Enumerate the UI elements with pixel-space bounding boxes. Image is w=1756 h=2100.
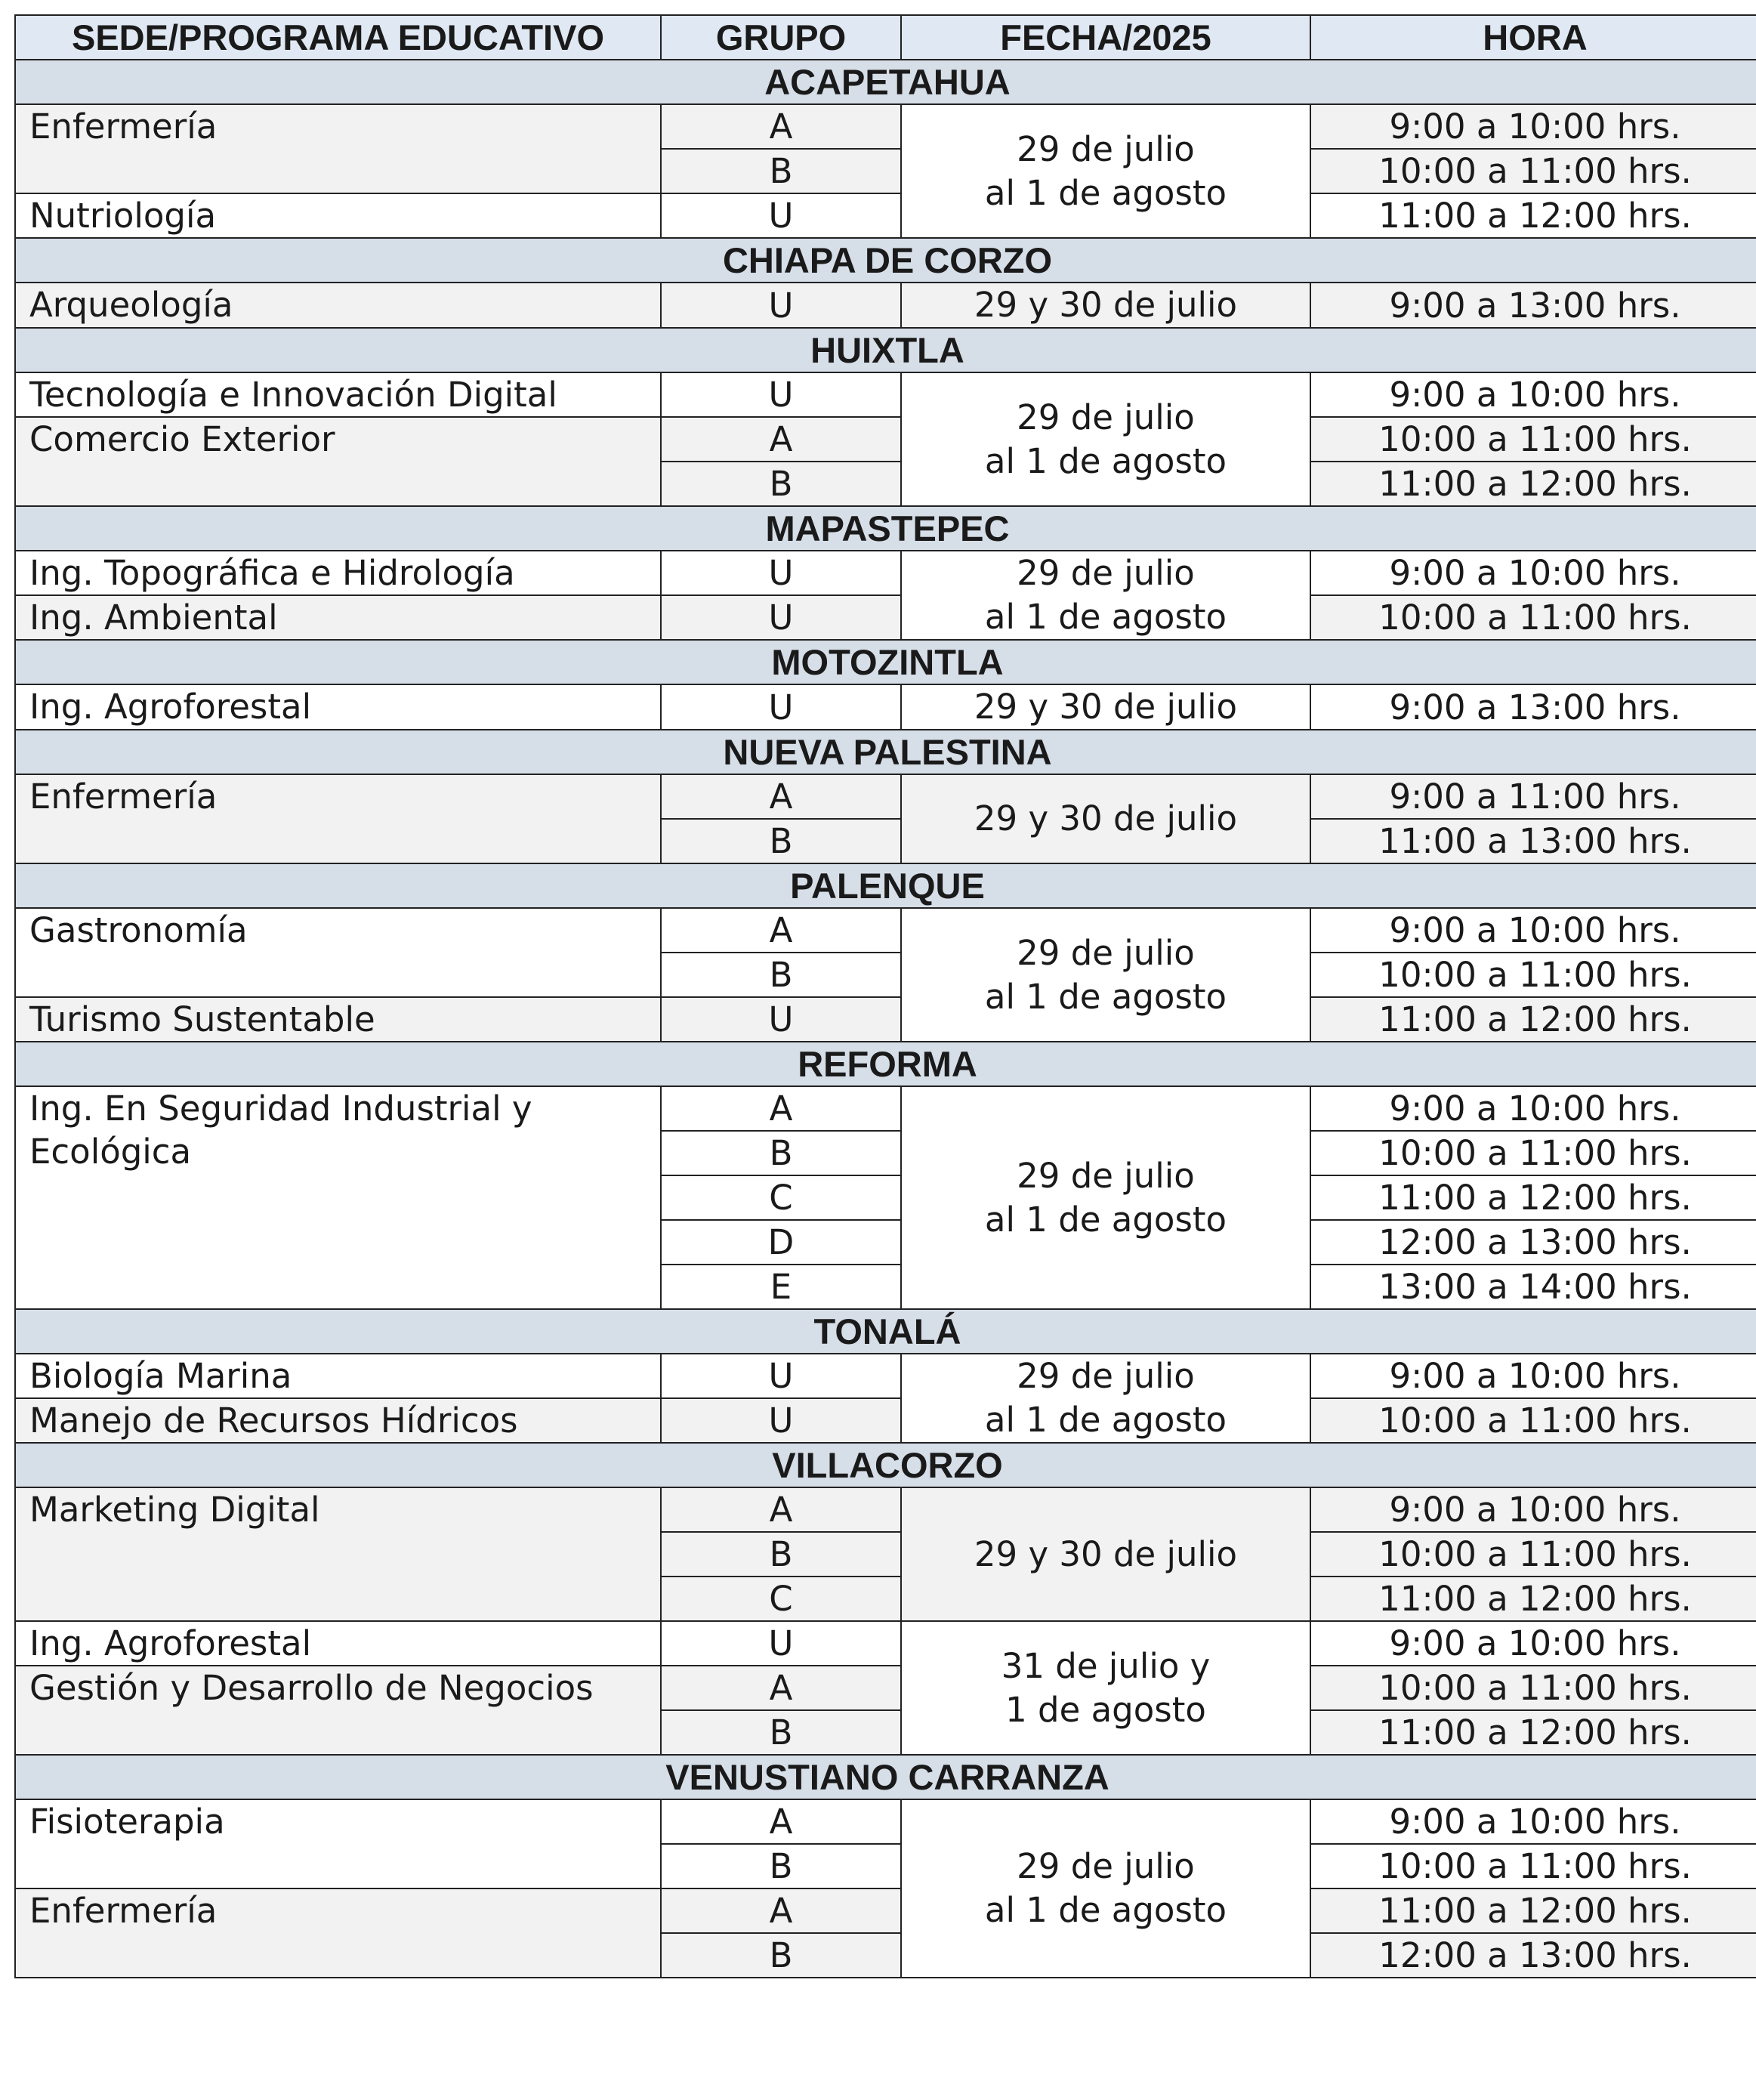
sede-name: MAPASTEPEC [15, 506, 1756, 551]
grupo-cell: U [661, 997, 901, 1042]
grupo-cell: C [661, 1577, 901, 1621]
grupo-cell: B [661, 1131, 901, 1175]
grupo-cell: U [661, 684, 901, 730]
hora-cell: 11:00 a 13:00 hrs. [1310, 819, 1756, 863]
grupo-cell: A [661, 1888, 901, 1933]
table-row [15, 684, 1756, 730]
programa-cell: Arqueología [15, 283, 661, 328]
table-row [15, 1799, 1756, 1844]
programa-cell: Ing. Agroforestal [15, 684, 661, 730]
programa-cell: Manejo de Recursos Hídricos [15, 1398, 661, 1443]
hora-cell: 12:00 a 13:00 hrs. [1310, 1933, 1756, 1978]
hora-cell: 9:00 a 10:00 hrs. [1310, 1621, 1756, 1666]
table-row [15, 1354, 1756, 1398]
sede-row [15, 506, 1756, 551]
sede-row [15, 238, 1756, 283]
programa-cell: Enfermería [15, 1888, 661, 1978]
hora-cell: 9:00 a 10:00 hrs. [1310, 104, 1756, 149]
fecha-cell: 29 y 30 de julio [901, 283, 1310, 328]
grupo-cell: A [661, 774, 901, 819]
hora-cell: 13:00 a 14:00 hrs. [1310, 1265, 1756, 1309]
header-row [15, 15, 1756, 60]
table-row [15, 417, 1756, 462]
programa-cell: Nutriología [15, 193, 661, 238]
header-grupo: GRUPO [661, 15, 901, 60]
sede-row [15, 1042, 1756, 1086]
grupo-cell: E [661, 1265, 901, 1309]
grupo-cell: A [661, 1487, 901, 1532]
hora-cell: 12:00 a 13:00 hrs. [1310, 1220, 1756, 1265]
grupo-cell: B [661, 149, 901, 193]
hora-cell: 9:00 a 10:00 hrs. [1310, 1086, 1756, 1131]
programa-cell: Ing. En Seguridad Industrial y Ecológica [15, 1086, 661, 1309]
sede-row [15, 60, 1756, 104]
table-row [15, 1621, 1756, 1666]
grupo-cell: A [661, 417, 901, 462]
sede-name: CHIAPA DE CORZO [15, 238, 1756, 283]
table-row [15, 193, 1756, 238]
hora-cell: 9:00 a 11:00 hrs. [1310, 774, 1756, 819]
sede-row [15, 640, 1756, 684]
hora-cell: 9:00 a 10:00 hrs. [1310, 1354, 1756, 1398]
hora-cell: 10:00 a 11:00 hrs. [1310, 1666, 1756, 1710]
programa-cell: Ing. Agroforestal [15, 1621, 661, 1666]
sede-name: VILLACORZO [15, 1443, 1756, 1487]
hora-cell: 9:00 a 10:00 hrs. [1310, 1487, 1756, 1532]
hora-cell: 11:00 a 12:00 hrs. [1310, 997, 1756, 1042]
programa-cell: Marketing Digital [15, 1487, 661, 1621]
hora-cell: 10:00 a 11:00 hrs. [1310, 595, 1756, 640]
hora-cell: 9:00 a 10:00 hrs. [1310, 908, 1756, 953]
sede-row [15, 1443, 1756, 1487]
fecha-cell: 29 de julio al 1 de agosto [901, 1086, 1310, 1309]
hora-cell: 11:00 a 12:00 hrs. [1310, 193, 1756, 238]
hora-cell: 9:00 a 10:00 hrs. [1310, 372, 1756, 417]
table-row [15, 1086, 1756, 1131]
hora-cell: 10:00 a 11:00 hrs. [1310, 1844, 1756, 1888]
fecha-cell: 29 de julio al 1 de agosto [901, 104, 1310, 238]
fecha-cell: 29 de julio al 1 de agosto [901, 1799, 1310, 1978]
table-row [15, 1888, 1756, 1933]
programa-cell: Fisioterapia [15, 1799, 661, 1888]
programa-cell: Ing. Ambiental [15, 595, 661, 640]
hora-cell: 10:00 a 11:00 hrs. [1310, 1398, 1756, 1443]
hora-cell: 10:00 a 11:00 hrs. [1310, 953, 1756, 997]
table-row [15, 372, 1756, 417]
fecha-cell: 29 y 30 de julio [901, 1487, 1310, 1621]
sede-row [15, 1309, 1756, 1354]
sede-name: REFORMA [15, 1042, 1756, 1086]
programa-cell: Ing. Topográfica e Hidrología [15, 551, 661, 595]
schedule-table [14, 14, 1756, 1978]
sede-name: TONALÁ [15, 1309, 1756, 1354]
sede-name: HUIXTLA [15, 328, 1756, 372]
sede-row [15, 730, 1756, 774]
hora-cell: 11:00 a 12:00 hrs. [1310, 1888, 1756, 1933]
fecha-cell: 29 de julio al 1 de agosto [901, 372, 1310, 506]
grupo-cell: A [661, 1666, 901, 1710]
fecha-cell: 29 de julio al 1 de agosto [901, 908, 1310, 1042]
table-row [15, 908, 1756, 953]
sede-row [15, 328, 1756, 372]
hora-cell: 10:00 a 11:00 hrs. [1310, 1131, 1756, 1175]
hora-cell: 9:00 a 10:00 hrs. [1310, 1799, 1756, 1844]
fecha-cell: 31 de julio y 1 de agosto [901, 1621, 1310, 1755]
grupo-cell: B [661, 819, 901, 863]
hora-cell: 11:00 a 12:00 hrs. [1310, 1577, 1756, 1621]
programa-cell: Turismo Sustentable [15, 997, 661, 1042]
table-row [15, 1398, 1756, 1443]
fecha-cell: 29 de julio al 1 de agosto [901, 551, 1310, 640]
table-row [15, 283, 1756, 328]
grupo-cell: A [661, 908, 901, 953]
grupo-cell: B [661, 1710, 901, 1755]
hora-cell: 9:00 a 13:00 hrs. [1310, 283, 1756, 328]
grupo-cell: U [661, 595, 901, 640]
table-row [15, 774, 1756, 819]
grupo-cell: B [661, 462, 901, 506]
grupo-cell: U [661, 1354, 901, 1398]
grupo-cell: B [661, 1844, 901, 1888]
fecha-cell: 29 y 30 de julio [901, 684, 1310, 730]
sede-name: PALENQUE [15, 863, 1756, 908]
schedule-body [15, 60, 1756, 1978]
table-row [15, 1666, 1756, 1710]
table-row [15, 551, 1756, 595]
grupo-cell: D [661, 1220, 901, 1265]
programa-cell: Biología Marina [15, 1354, 661, 1398]
grupo-cell: U [661, 1621, 901, 1666]
fecha-cell: 29 y 30 de julio [901, 774, 1310, 863]
grupo-cell: U [661, 283, 901, 328]
fecha-cell: 29 de julio al 1 de agosto [901, 1354, 1310, 1443]
grupo-cell: C [661, 1175, 901, 1220]
programa-cell: Tecnología e Innovación Digital [15, 372, 661, 417]
sede-name: VENUSTIANO CARRANZA [15, 1755, 1756, 1799]
grupo-cell: A [661, 1086, 901, 1131]
hora-cell: 10:00 a 11:00 hrs. [1310, 1532, 1756, 1577]
sede-row [15, 863, 1756, 908]
hora-cell: 11:00 a 12:00 hrs. [1310, 1710, 1756, 1755]
grupo-cell: A [661, 104, 901, 149]
programa-cell: Gestión y Desarrollo de Negocios [15, 1666, 661, 1755]
programa-cell: Enfermería [15, 104, 661, 193]
sede-name: NUEVA PALESTINA [15, 730, 1756, 774]
grupo-cell: A [661, 1799, 901, 1844]
hora-cell: 9:00 a 13:00 hrs. [1310, 684, 1756, 730]
grupo-cell: U [661, 193, 901, 238]
table-row [15, 104, 1756, 149]
table-row [15, 595, 1756, 640]
programa-cell: Enfermería [15, 774, 661, 863]
grupo-cell: U [661, 372, 901, 417]
table-row [15, 997, 1756, 1042]
grupo-cell: B [661, 1933, 901, 1978]
sede-row [15, 1755, 1756, 1799]
grupo-cell: U [661, 1398, 901, 1443]
hora-cell: 11:00 a 12:00 hrs. [1310, 1175, 1756, 1220]
grupo-cell: U [661, 551, 901, 595]
hora-cell: 10:00 a 11:00 hrs. [1310, 149, 1756, 193]
programa-cell: Gastronomía [15, 908, 661, 997]
grupo-cell: B [661, 953, 901, 997]
hora-cell: 10:00 a 11:00 hrs. [1310, 417, 1756, 462]
header-sede-programa: SEDE/PROGRAMA EDUCATIVO [15, 15, 661, 60]
grupo-cell: B [661, 1532, 901, 1577]
hora-cell: 11:00 a 12:00 hrs. [1310, 462, 1756, 506]
sede-name: ACAPETAHUA [15, 60, 1756, 104]
header-fecha: FECHA/2025 [901, 15, 1310, 60]
programa-cell: Comercio Exterior [15, 417, 661, 506]
table-row [15, 1487, 1756, 1532]
header-hora: HORA [1310, 15, 1756, 60]
hora-cell: 9:00 a 10:00 hrs. [1310, 551, 1756, 595]
sede-name: MOTOZINTLA [15, 640, 1756, 684]
